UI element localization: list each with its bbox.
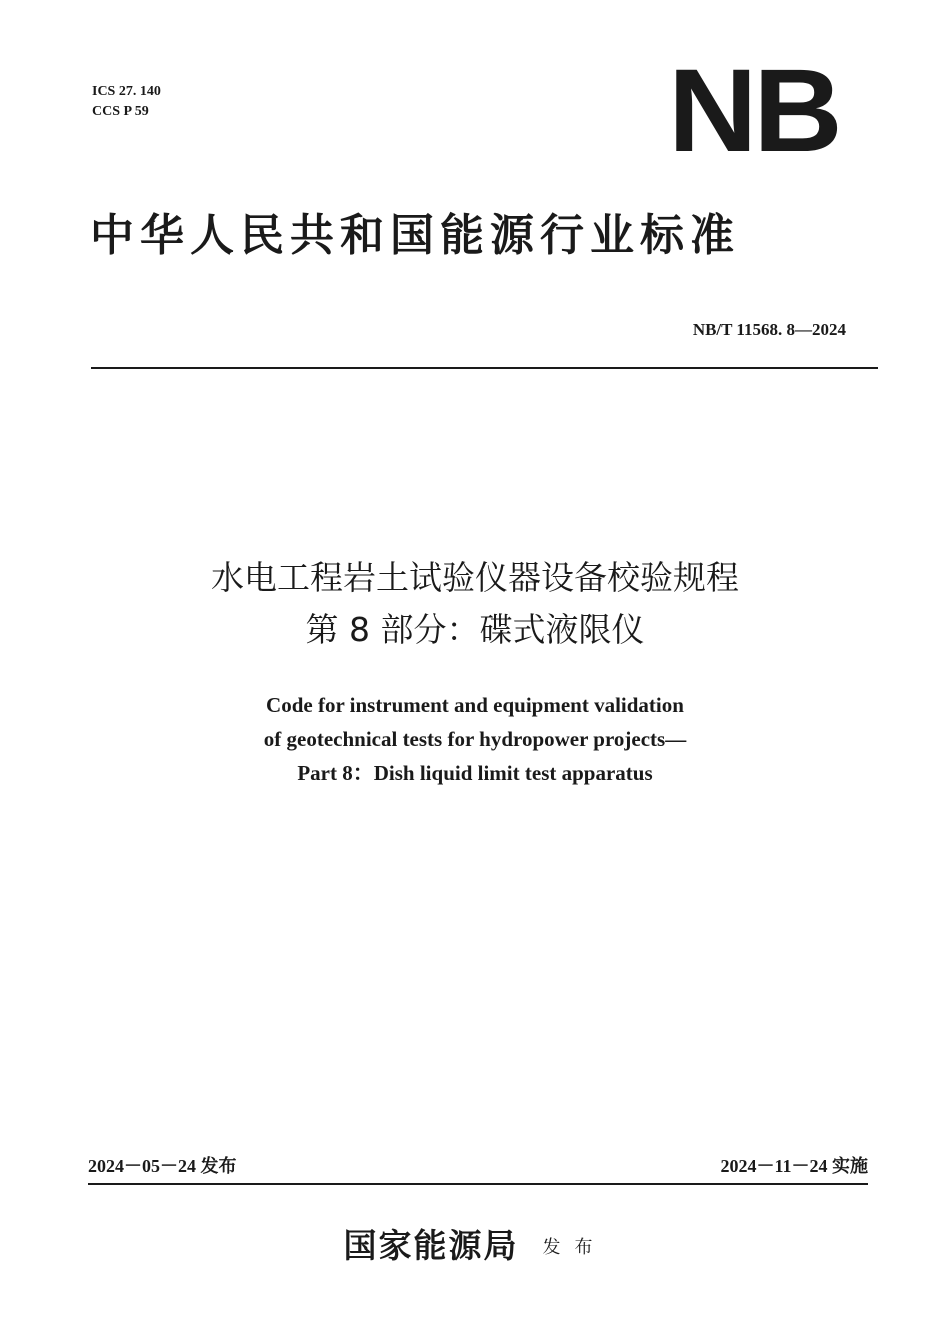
publisher-action: 发布 bbox=[542, 1237, 607, 1258]
header-divider bbox=[91, 367, 878, 369]
publisher-line bbox=[0, 1220, 950, 1267]
standard-number: NB/T 11568. 8—2024 bbox=[692, 320, 846, 339]
chinese-title bbox=[0, 552, 950, 656]
english-title-line-3: Part 8：Dish liquid limit test apparatus bbox=[297, 761, 653, 785]
chinese-title-line-1: 水电工程岩土试验仪器设备校验规程 bbox=[211, 558, 739, 597]
english-title-line-1: Code for instrument and equipment validation bbox=[266, 693, 684, 717]
chinese-title-line-2: 第 8 部分：碟式液限仪 bbox=[305, 610, 645, 649]
publisher-name: 国家能源局 bbox=[343, 1226, 519, 1265]
issuing-authority-title: 中华人民共和国能源行业标准 bbox=[90, 210, 740, 261]
ics-code: ICS 27. 140 bbox=[92, 84, 161, 99]
ccs-code: CCS P 59 bbox=[92, 104, 149, 119]
implementation-date: 2024－11－24 实施 bbox=[720, 1156, 868, 1176]
classification-codes bbox=[92, 82, 161, 122]
english-title bbox=[0, 688, 950, 790]
issue-date: 2024－05－24 发布 bbox=[88, 1156, 237, 1176]
footer-divider bbox=[88, 1183, 868, 1185]
english-title-line-2: of geotechnical tests for hydropower projects— bbox=[263, 727, 687, 751]
nb-logo: NB bbox=[668, 45, 839, 177]
